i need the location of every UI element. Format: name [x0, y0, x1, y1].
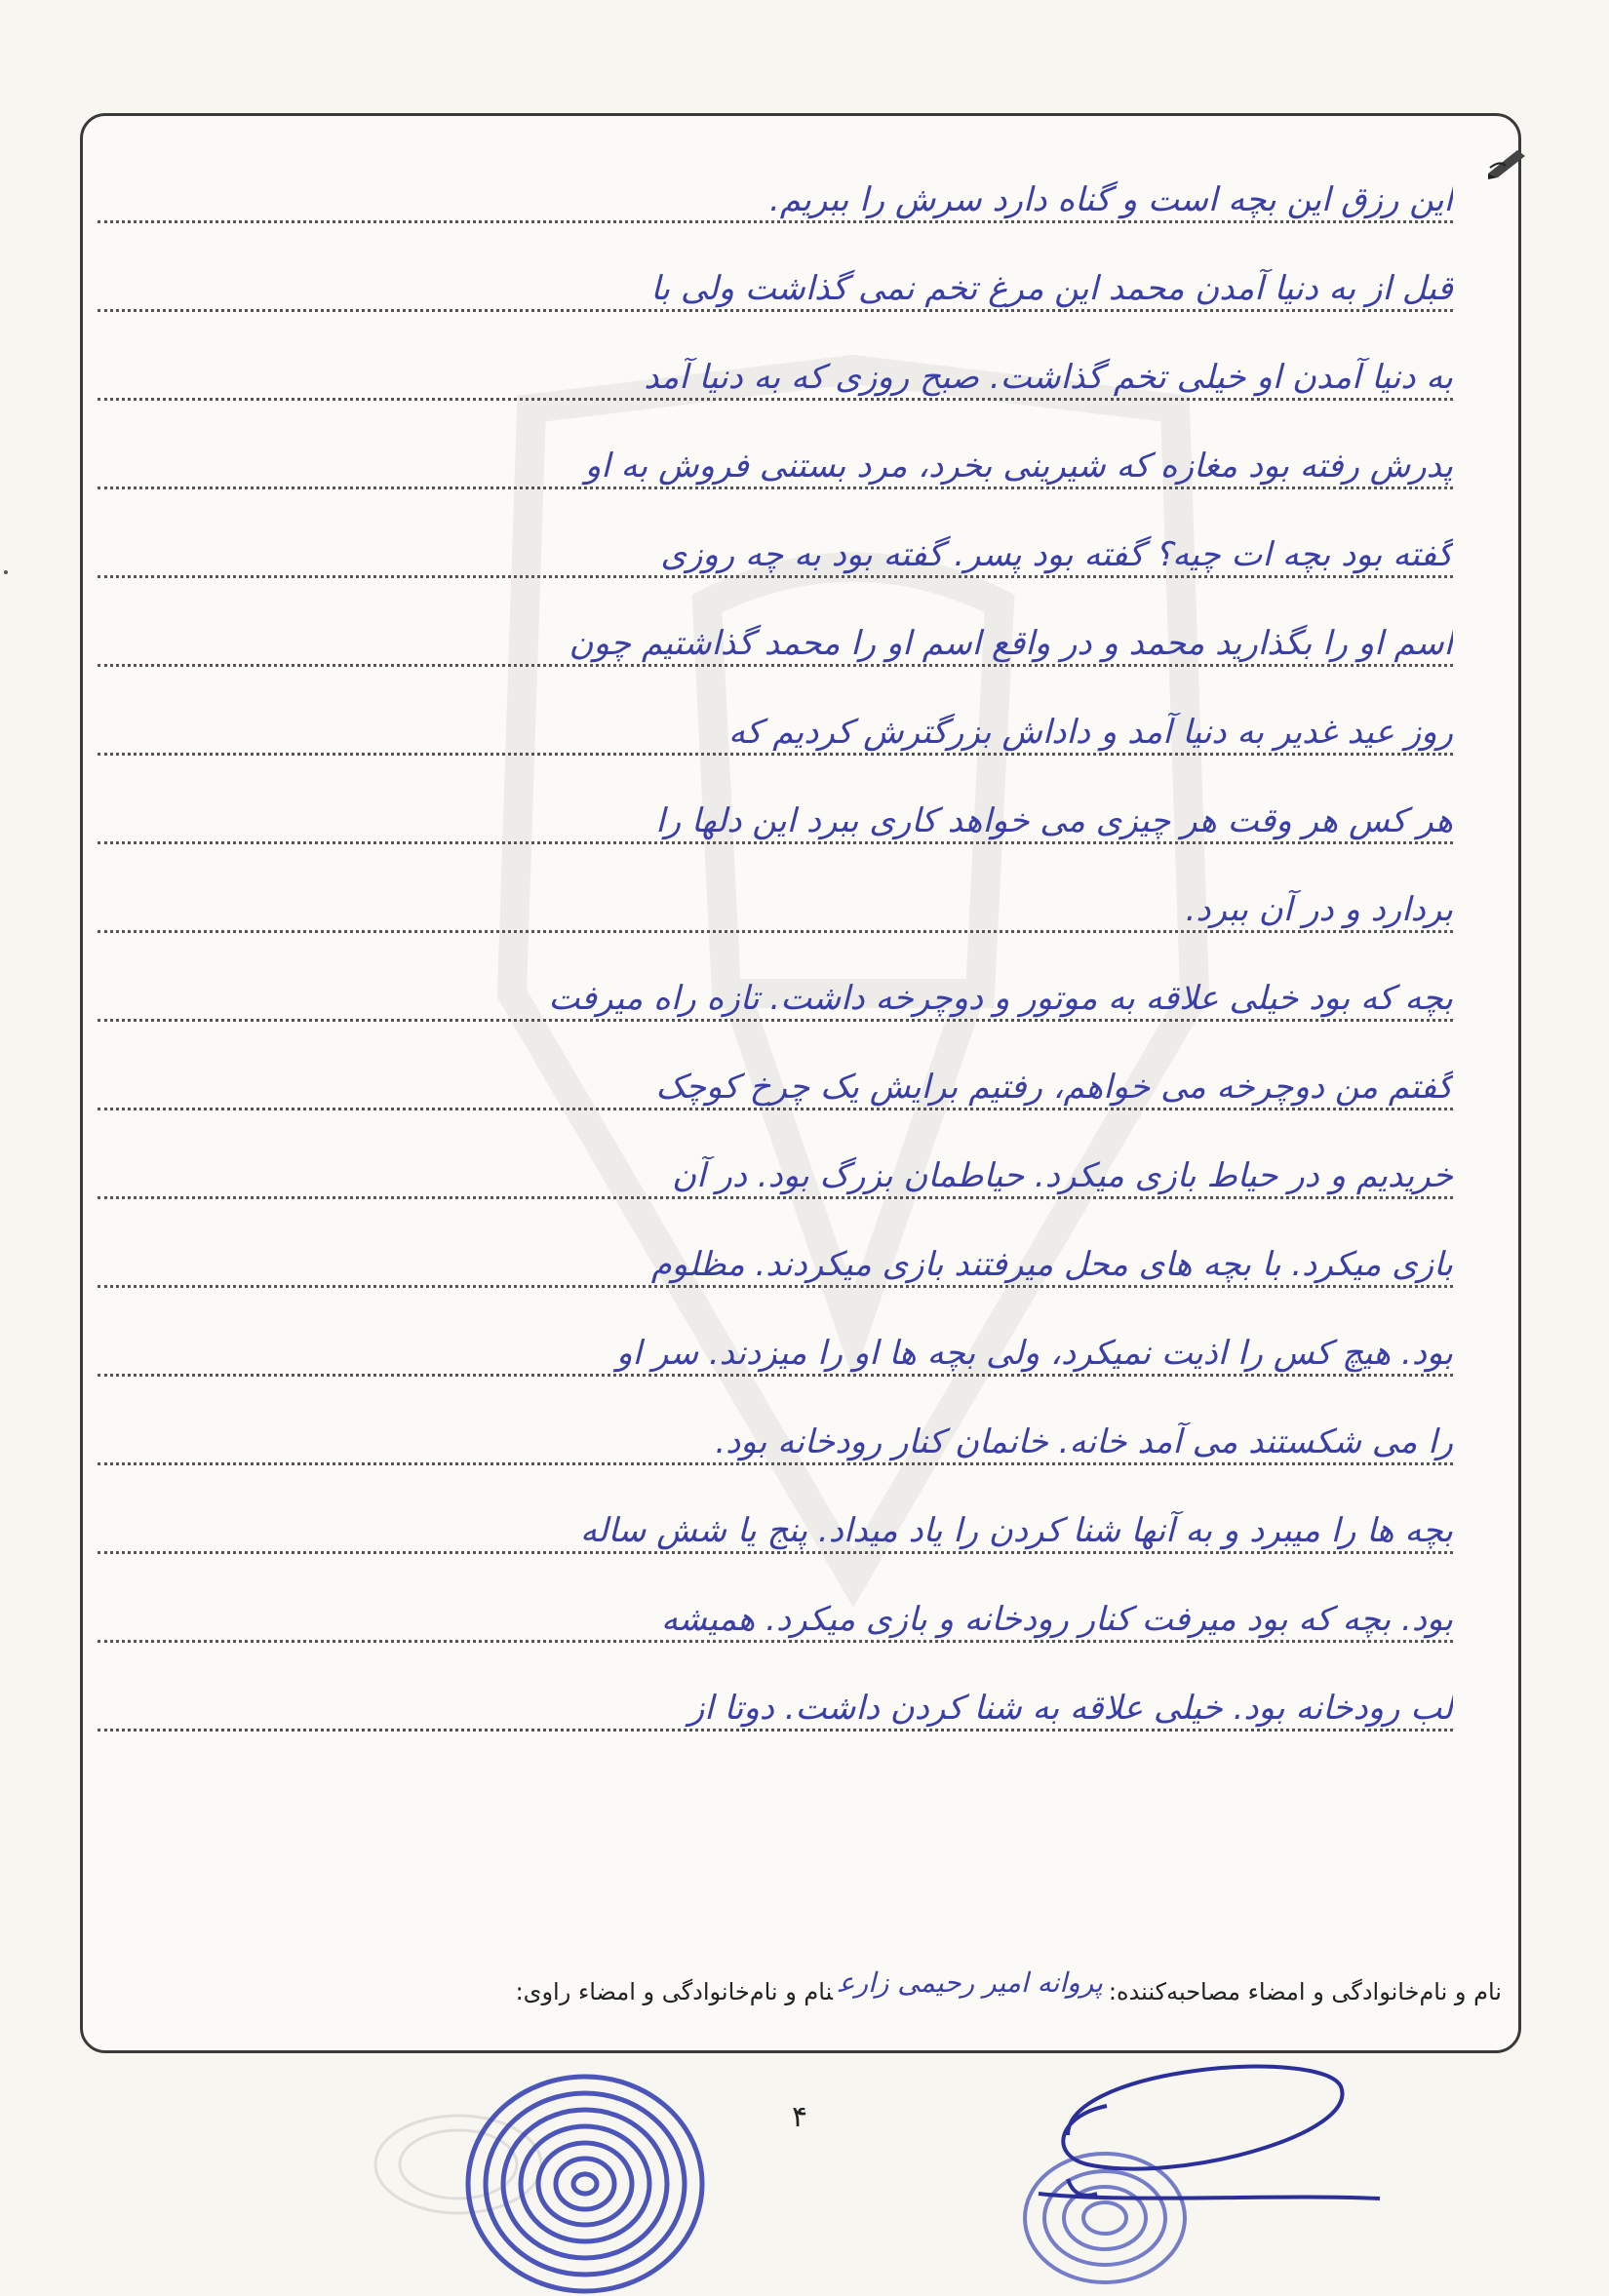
line-text: بازی میکرد. با بچه های محل میرفتند بازی میکردند. مظلوم [650, 1245, 1453, 1284]
line-text: اسم او را بگذارید محمد و در واقع اسم او را محمد گذاشتیم چون [569, 624, 1453, 663]
text-line [98, 1122, 1453, 1211]
text-line [98, 1477, 1453, 1566]
dotted-rule [98, 930, 1453, 933]
text-line [98, 945, 1453, 1033]
handwritten-text-block [98, 146, 1453, 1743]
line-text: بچه ها را میبرد و به آنها شنا کردن را یاد میداد. پنج یا شش ساله [579, 1511, 1453, 1550]
line-text: لب رودخانه بود. خیلی علاقه به شنا کردن داشت. دوتا از [687, 1689, 1453, 1728]
text-line [98, 856, 1453, 945]
line-text: را می شکستند می آمد خانه. خانمان کنار رودخانه بود. [715, 1422, 1453, 1461]
text-line [98, 324, 1453, 412]
text-line [98, 412, 1453, 501]
text-line [98, 501, 1453, 590]
interviewer-name: پروانه امیر رحیمی زارع [838, 1966, 1103, 1999]
line-text: بچه که بود خیلی علاقه به موتور و دوچرخه داشت. تازه راه میرفت [548, 979, 1453, 1018]
line-text: پدرش رفته بود مغازه که شیرینی بخرد، مرد بستنی فروش به او [584, 447, 1453, 486]
dotted-rule [98, 1019, 1453, 1022]
dotted-rule [98, 1196, 1453, 1199]
line-text: هر کس هر وقت هر چیزی می خواهد کاری ببرد این دلها را [655, 801, 1453, 840]
line-text: خریدیم و در حیاط بازی میکرد. حیاطمان بزرگ بود. در آن [672, 1156, 1453, 1195]
dotted-rule [98, 398, 1453, 401]
handwritten-signature-icon [1029, 2047, 1390, 2223]
dotted-rule [98, 841, 1453, 844]
interviewer-label: نام و نام‌خانوادگی و امضاء مصاحبه‌کننده: [1108, 1978, 1502, 2005]
dotted-rule [98, 1462, 1453, 1465]
page-number: ۴ [792, 2100, 808, 2134]
pen-writing-icon [1486, 146, 1529, 179]
dotted-rule [98, 1729, 1453, 1732]
line-text: گفتم من دوچرخه می خواهم، رفتیم برایش یک چرخ کوچک [655, 1068, 1453, 1107]
text-line [98, 1211, 1453, 1300]
text-line [98, 1566, 1453, 1654]
text-line [98, 1654, 1453, 1743]
text-line [98, 1033, 1453, 1122]
text-line [98, 1300, 1453, 1388]
dotted-rule [98, 664, 1453, 667]
line-text: این رزق این بچه است و گناه دارد سرش را ببریم. [768, 180, 1453, 219]
dotted-rule [98, 575, 1453, 578]
dotted-rule [98, 486, 1453, 489]
dotted-rule [98, 220, 1453, 223]
line-text: بود. بچه که بود میرفت کنار رودخانه و بازی میکرد. همیشه [660, 1600, 1453, 1639]
dotted-rule [98, 1285, 1453, 1288]
text-line [98, 1388, 1453, 1477]
dotted-rule [98, 1551, 1453, 1554]
text-line [98, 590, 1453, 679]
text-line [98, 235, 1453, 324]
line-text: به دنیا آمدن او خیلی تخم گذاشت. صبح روزی که به دنیا آمد [644, 358, 1453, 397]
text-line [98, 679, 1453, 767]
fingerprint-stamp-icon [453, 2057, 717, 2296]
dotted-rule [98, 1640, 1453, 1643]
line-text: بود. هیچ کس را اذیت نمیکرد، ولی بچه ها او را میزدند. سر او [616, 1334, 1453, 1373]
dotted-rule [98, 1108, 1453, 1110]
dotted-rule [98, 309, 1453, 312]
margin-dot [4, 570, 8, 574]
dotted-rule [98, 753, 1453, 756]
line-text: بردارد و در آن ببرد. [1185, 890, 1453, 929]
dotted-rule [98, 1374, 1453, 1377]
line-text: گفته بود بچه ات چیه؟ گفته بود پسر. گفته بود به چه روزی [660, 535, 1453, 574]
line-text: روز عید غدیر به دنیا آمد و داداش بزرگترش کردیم که [727, 713, 1453, 752]
text-line [98, 767, 1453, 856]
signature-footer [98, 1966, 1502, 2023]
text-line [98, 146, 1453, 235]
narrator-label: نام و نام‌خانوادگی و امضاء راوی: [515, 1978, 833, 2005]
line-text: قبل از به دنیا آمدن محمد این مرغ تخم نمی گذاشت ولی با [650, 269, 1453, 308]
